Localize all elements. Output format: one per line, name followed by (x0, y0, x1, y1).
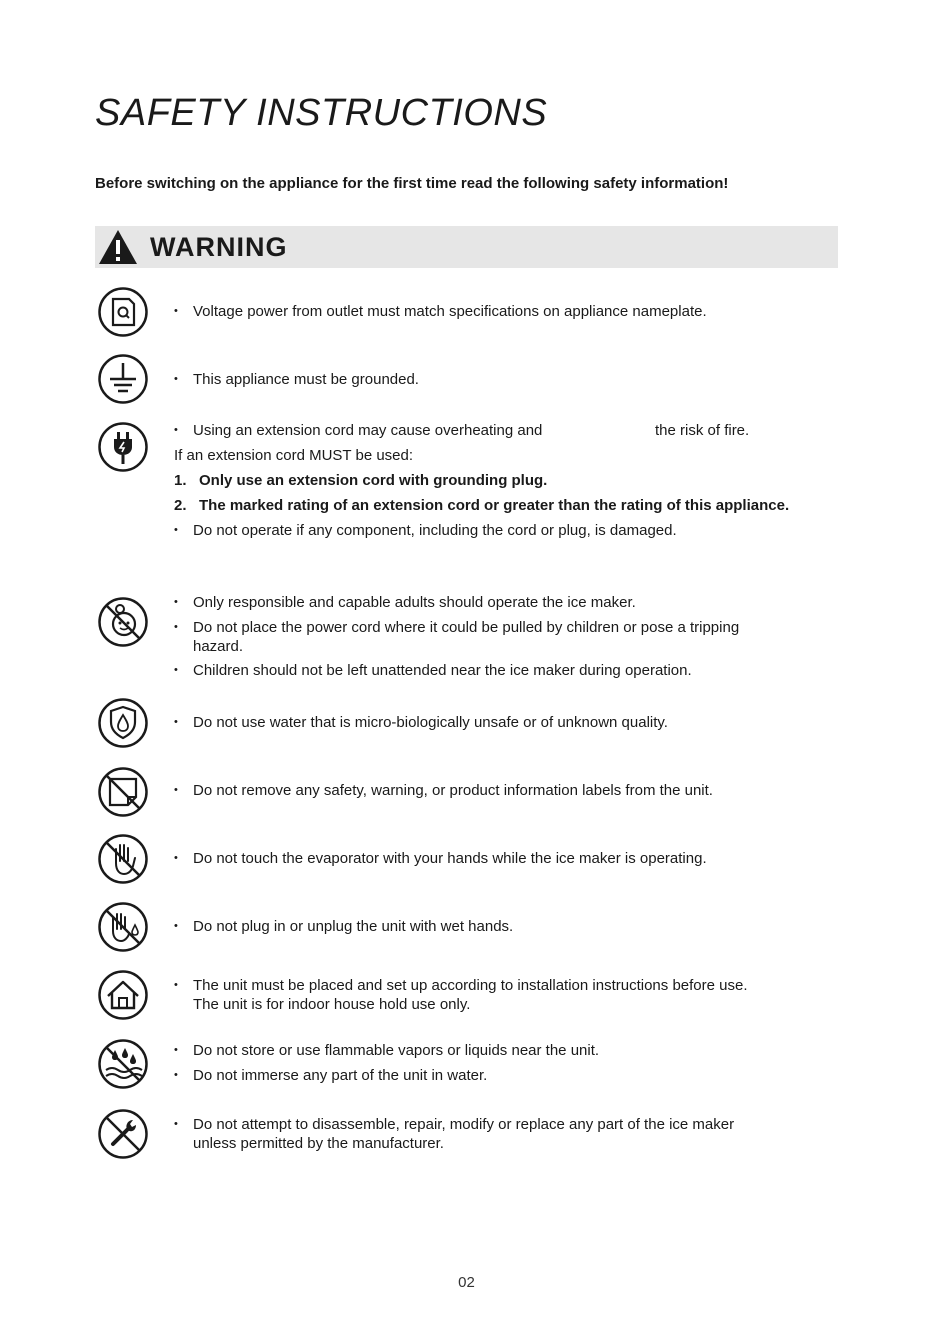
no-children-icon (97, 596, 149, 648)
page-title: SAFETY INSTRUCTIONS (95, 92, 548, 134)
no-repair-wrench-icon (97, 1108, 149, 1160)
extension-rule-2 (174, 496, 874, 515)
warning-triangle-icon (98, 229, 138, 265)
page-number: 02 (458, 1274, 475, 1291)
install-text-2: The unit is for indoor house hold use only. (193, 996, 471, 1013)
water-text: • Do not use water that is micro-biologically unsafe or of unknown quality. (174, 713, 833, 732)
no-touch-hand-icon (97, 833, 149, 885)
evaporator-text: • Do not touch the evaporator with your hands while the ice maker is operating. (174, 849, 833, 868)
plug-icon (97, 421, 149, 473)
extension-rule-1 (174, 471, 824, 490)
extension-rule-2-number: 2. (174, 497, 187, 514)
flammable-text: • Do not store or use flammable vapors or liquids near the unit. (174, 1041, 833, 1060)
repair-text-2: unless permitted by the manufacturer. (193, 1135, 444, 1152)
extension-warning-a: • Using an extension cord may cause overheating and (174, 421, 833, 440)
indoor-house-icon (97, 969, 149, 1021)
no-wet-hands-icon (97, 901, 149, 953)
extension-rule-1-text: Only use an extension cord with grounding plug. (199, 472, 548, 489)
extension-rule-1-number: 1. (174, 472, 187, 489)
immerse-text: • Do not immerse any part of the unit in water. (174, 1066, 833, 1085)
extension-warning-b: the risk of fire. (655, 422, 750, 439)
water-shield-icon (97, 697, 149, 749)
adults-text: • Only responsible and capable adults should operate the ice maker. (174, 593, 833, 612)
extension-rule-2-text: The marked rating of an extension cord or greater than the rating of this appliance. (199, 497, 790, 514)
cord-text-2: hazard. (193, 638, 244, 655)
voltage-text: • Voltage power from outlet must match specifications on appliance nameplate. (174, 302, 833, 321)
extension-if-text: If an extension cord MUST be used: (174, 447, 414, 464)
damaged-text: • Do not operate if any component, including the cord or plug, is damaged. (174, 521, 833, 540)
grounded-text: • This appliance must be grounded. (174, 370, 833, 389)
no-flammable-liquid-icon (97, 1038, 149, 1090)
nameplate-icon (97, 286, 149, 338)
install-text-1: • The unit must be placed and set up according to installation instructions before use. (174, 976, 853, 995)
warning-label: WARNING (150, 231, 288, 262)
ground-icon (97, 353, 149, 405)
no-label-removal-icon (97, 766, 149, 818)
cord-text-1: • Do not place the power cord where it could be pulled by children or pose a tripping (174, 618, 833, 637)
unattended-text: • Children should not be left unattended near the ice maker during operation. (174, 661, 833, 680)
intro-text: Before switching on the appliance for the first time read the following safety information! (95, 175, 729, 192)
wet-hands-text: • Do not plug in or unplug the unit with wet hands. (174, 917, 833, 936)
warning-banner (95, 226, 838, 268)
repair-text-1: • Do not attempt to disassemble, repair, modify or replace any part of the ice maker (174, 1115, 833, 1134)
labels-text: • Do not remove any safety, warning, or product information labels from the unit. (174, 781, 833, 800)
